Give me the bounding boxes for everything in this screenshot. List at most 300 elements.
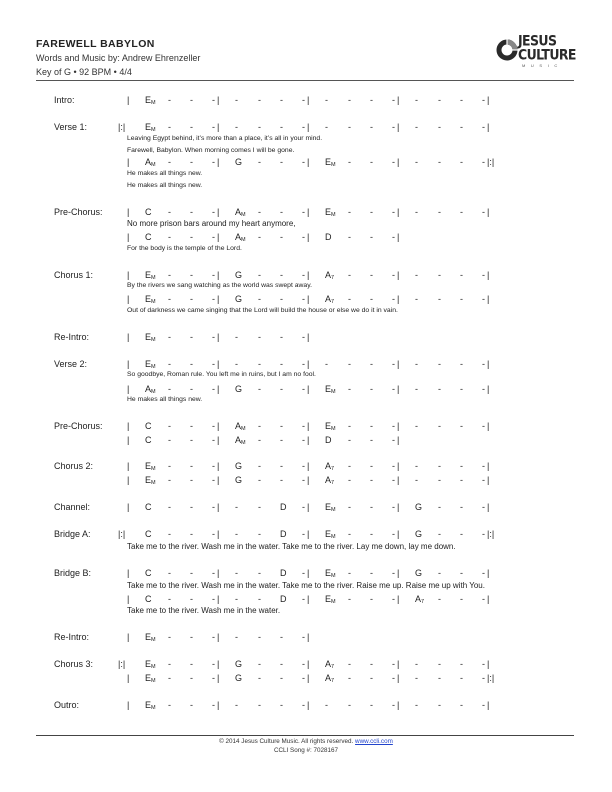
beat-dash: - [235, 359, 238, 369]
bar-line: | [487, 421, 490, 431]
beat-dash: - [302, 294, 305, 304]
beat-dash: - [460, 359, 463, 369]
beat-dash: - [190, 157, 193, 167]
beat-dash: - [348, 122, 351, 132]
beat-dash: - [460, 659, 463, 669]
beat-dash: - [168, 421, 171, 431]
beat-dash: - [190, 359, 193, 369]
chord-row [0, 270, 612, 282]
beat-dash: - [212, 568, 215, 578]
bar-line: | [397, 568, 400, 578]
ccli-link[interactable]: www.ccli.com [355, 738, 393, 745]
song-title: FAREWELL BABYLON [36, 38, 155, 50]
beat-dash: - [460, 95, 463, 105]
beat-dash: - [302, 270, 305, 280]
beat-dash: - [415, 659, 418, 669]
beat-dash: - [280, 475, 283, 485]
bar-line: | [397, 95, 400, 105]
beat-dash: - [392, 384, 395, 394]
beat-dash: - [415, 207, 418, 217]
beat-dash: - [392, 122, 395, 132]
bar-line: | [127, 568, 130, 578]
section-label: Chorus 1: [54, 270, 94, 280]
chord-symbol: D [325, 232, 332, 242]
logo-line-2: CULTURE [518, 45, 576, 63]
section-label: Re-Intro: [54, 332, 90, 342]
bar-line: | [307, 294, 310, 304]
chord-symbol: D [280, 529, 287, 539]
beat-dash: - [392, 461, 395, 471]
bar-line: | [397, 207, 400, 217]
bar-line: | [307, 359, 310, 369]
repeat-end-bar: |:| [487, 673, 495, 683]
ccli-song-number: CCLI Song #: 7028167 [273, 747, 339, 754]
song-meta: Key of G • 92 BPM • 4/4 [36, 67, 132, 77]
bar-line: | [127, 294, 130, 304]
song-credits: Words and Music by: Andrew Ehrenzeller [36, 53, 201, 63]
bar-line: | [127, 232, 130, 242]
repeat-end-bar: |:| [487, 529, 495, 539]
chord-row [0, 461, 612, 473]
chord-symbol: $E_M$ [145, 122, 156, 133]
chord-row [0, 594, 612, 606]
chord-symbol: D [325, 435, 332, 445]
beat-dash: - [460, 461, 463, 471]
beat-dash: - [370, 232, 373, 242]
repeat-start-bar: |:| [118, 122, 126, 132]
beat-dash: - [482, 475, 485, 485]
beat-dash: - [415, 461, 418, 471]
chord-symbol: $E_M$ [145, 475, 156, 486]
beat-dash: - [190, 435, 193, 445]
beat-dash: - [190, 673, 193, 683]
beat-dash: - [482, 502, 485, 512]
beat-dash: - [392, 294, 395, 304]
beat-dash: - [302, 659, 305, 669]
beat-dash: - [258, 122, 261, 132]
beat-dash: - [348, 502, 351, 512]
beat-dash: - [415, 359, 418, 369]
beat-dash: - [348, 294, 351, 304]
section-label: Verse 1: [54, 122, 88, 132]
beat-dash: - [212, 632, 215, 642]
beat-dash: - [370, 421, 373, 431]
chord-row [0, 157, 612, 169]
beat-dash: - [392, 232, 395, 242]
chord-symbol: G [235, 294, 243, 304]
logo-line-1: JESUS [518, 31, 557, 49]
beat-dash: - [392, 700, 395, 710]
logo-music-text: MUSIC [522, 63, 563, 68]
bar-line: | [307, 659, 310, 669]
beat-dash: - [258, 270, 261, 280]
beat-dash: - [460, 700, 463, 710]
beat-dash: - [190, 95, 193, 105]
beat-dash: - [482, 270, 485, 280]
beat-dash: - [348, 95, 351, 105]
beat-dash: - [348, 270, 351, 280]
beat-dash: - [190, 700, 193, 710]
beat-dash: - [392, 207, 395, 217]
beat-dash: - [212, 529, 215, 539]
repeat-start-bar: |:| [118, 659, 126, 669]
beat-dash: - [438, 475, 441, 485]
logo-wordmark [518, 31, 576, 63]
beat-dash: - [190, 421, 193, 431]
beat-dash: - [415, 157, 418, 167]
bar-line: | [397, 421, 400, 431]
beat-dash: - [258, 157, 261, 167]
beat-dash: - [190, 475, 193, 485]
beat-dash: - [415, 122, 418, 132]
chord-row [0, 95, 612, 107]
beat-dash: - [482, 157, 485, 167]
song-header [36, 37, 576, 79]
beat-dash: - [460, 270, 463, 280]
chord-symbol: C [145, 207, 152, 217]
beat-dash: - [190, 384, 193, 394]
beat-dash: - [168, 475, 171, 485]
beat-dash: - [235, 332, 238, 342]
bar-line: | [217, 332, 220, 342]
beat-dash: - [190, 568, 193, 578]
beat-dash: - [302, 502, 305, 512]
bar-line: | [397, 659, 400, 669]
beat-dash: - [212, 232, 215, 242]
chord-symbol: $E_M$ [145, 632, 156, 643]
lyric-line: Take me to the river. Wash me in the water. Take me to the river. Raise me up. Raise me up with You. [127, 581, 485, 590]
chord-symbol: $A_7$ [325, 270, 335, 281]
beat-dash: - [438, 207, 441, 217]
chord-symbol: $E_M$ [145, 359, 156, 370]
beat-dash: - [392, 421, 395, 431]
bar-line: | [397, 461, 400, 471]
chord-symbol: $E_M$ [145, 270, 156, 281]
beat-dash: - [212, 294, 215, 304]
beat-dash: - [370, 594, 373, 604]
beat-dash: - [168, 157, 171, 167]
bar-line: | [217, 568, 220, 578]
beat-dash: - [258, 632, 261, 642]
beat-dash: - [258, 95, 261, 105]
beat-dash: - [302, 157, 305, 167]
bar-line: | [487, 294, 490, 304]
section-label: Bridge A: [54, 529, 91, 539]
beat-dash: - [302, 461, 305, 471]
bar-line: | [127, 475, 130, 485]
chord-symbol: D [280, 594, 287, 604]
beat-dash: - [348, 568, 351, 578]
beat-dash: - [235, 632, 238, 642]
beat-dash: - [302, 475, 305, 485]
chord-row [0, 659, 612, 671]
beat-dash: - [190, 632, 193, 642]
bar-line: | [397, 502, 400, 512]
repeat-end-bar: |:| [487, 157, 495, 167]
chord-row [0, 122, 612, 134]
beat-dash: - [302, 673, 305, 683]
beat-dash: - [392, 568, 395, 578]
beat-dash: - [302, 594, 305, 604]
chord-row [0, 232, 612, 244]
beat-dash: - [415, 384, 418, 394]
beat-dash: - [235, 700, 238, 710]
bar-line: | [487, 502, 490, 512]
beat-dash: - [168, 95, 171, 105]
bar-line: | [127, 359, 130, 369]
beat-dash: - [302, 232, 305, 242]
footer-copyright-line [0, 738, 612, 745]
beat-dash: - [392, 529, 395, 539]
beat-dash: - [212, 435, 215, 445]
bar-line: | [487, 384, 490, 394]
beat-dash: - [280, 359, 283, 369]
bar-line: | [397, 294, 400, 304]
beat-dash: - [190, 207, 193, 217]
beat-dash: - [280, 659, 283, 669]
beat-dash: - [325, 700, 328, 710]
beat-dash: - [168, 502, 171, 512]
bar-line: | [127, 332, 130, 342]
beat-dash: - [235, 594, 238, 604]
beat-dash: - [212, 700, 215, 710]
bar-line: | [307, 95, 310, 105]
lyric-line: He makes all things new. [127, 396, 203, 403]
beat-dash: - [212, 207, 215, 217]
beat-dash: - [415, 270, 418, 280]
beat-dash: - [212, 359, 215, 369]
bar-line: | [127, 384, 130, 394]
beat-dash: - [212, 332, 215, 342]
beat-dash: - [168, 568, 171, 578]
beat-dash: - [168, 700, 171, 710]
bar-line: | [217, 157, 220, 167]
bar-line: | [397, 594, 400, 604]
beat-dash: - [280, 332, 283, 342]
chord-symbol: $A_7$ [325, 659, 335, 670]
bar-line: | [307, 122, 310, 132]
beat-dash: - [280, 270, 283, 280]
beat-dash: - [280, 294, 283, 304]
beat-dash: - [258, 207, 261, 217]
bar-line: | [487, 568, 490, 578]
bar-line: | [217, 632, 220, 642]
bar-line: | [487, 359, 490, 369]
bar-line: | [307, 461, 310, 471]
beat-dash: - [348, 700, 351, 710]
beat-dash: - [280, 461, 283, 471]
beat-dash: - [325, 359, 328, 369]
beat-dash: - [370, 700, 373, 710]
beat-dash: - [348, 421, 351, 431]
bar-line: | [127, 207, 130, 217]
beat-dash: - [258, 700, 261, 710]
beat-dash: - [212, 270, 215, 280]
beat-dash: - [302, 207, 305, 217]
beat-dash: - [370, 673, 373, 683]
beat-dash: - [190, 594, 193, 604]
chord-symbol: C [145, 594, 152, 604]
chord-symbol: G [235, 157, 243, 167]
beat-dash: - [212, 157, 215, 167]
bar-line: | [217, 270, 220, 280]
beat-dash: - [370, 294, 373, 304]
beat-dash: - [482, 594, 485, 604]
chord-symbol: $E_M$ [325, 207, 336, 218]
chord-row [0, 294, 612, 306]
beat-dash: - [438, 461, 441, 471]
bar-line: | [397, 529, 400, 539]
beat-dash: - [392, 502, 395, 512]
beat-dash: - [235, 95, 238, 105]
beat-dash: - [438, 529, 441, 539]
chord-symbol: $A_M$ [235, 421, 246, 432]
beat-dash: - [482, 568, 485, 578]
beat-dash: - [168, 332, 171, 342]
beat-dash: - [438, 568, 441, 578]
beat-dash: - [212, 502, 215, 512]
chord-symbol: $E_M$ [145, 673, 156, 684]
lyric-line: He makes all things new. [127, 170, 203, 177]
beat-dash: - [325, 95, 328, 105]
bar-line: | [487, 475, 490, 485]
section-label: Re-Intro: [54, 632, 90, 642]
lyric-line: By the rivers we sang watching as the world was swept away. [127, 282, 312, 289]
chord-symbol: $E_M$ [145, 461, 156, 472]
beat-dash: - [482, 359, 485, 369]
beat-dash: - [212, 461, 215, 471]
bar-line: | [397, 122, 400, 132]
chord-symbol: G [235, 270, 243, 280]
bar-line: | [487, 700, 490, 710]
beat-dash: - [348, 475, 351, 485]
bar-line: | [217, 594, 220, 604]
bar-line: | [127, 632, 130, 642]
beat-dash: - [348, 232, 351, 242]
beat-dash: - [438, 270, 441, 280]
bar-line: | [397, 157, 400, 167]
chord-row [0, 384, 612, 396]
lyric-line: Leaving Egypt behind, it’s more than a place, it’s all in your mind. [127, 135, 323, 142]
beat-dash: - [325, 122, 328, 132]
beat-dash: - [168, 673, 171, 683]
beat-dash: - [415, 700, 418, 710]
bar-line: | [217, 421, 220, 431]
bar-line: | [487, 461, 490, 471]
section-label: Chorus 3: [54, 659, 94, 669]
beat-dash: - [482, 207, 485, 217]
beat-dash: - [392, 95, 395, 105]
beat-dash: - [370, 270, 373, 280]
beat-dash: - [280, 207, 283, 217]
chord-row [0, 332, 612, 344]
chord-symbol: $A_M$ [145, 157, 156, 168]
chord-symbol: C [145, 529, 152, 539]
beat-dash: - [348, 384, 351, 394]
chord-symbol: $E_M$ [325, 594, 336, 605]
chord-row [0, 475, 612, 487]
beat-dash: - [460, 122, 463, 132]
chord-symbol: D [280, 568, 287, 578]
beat-dash: - [348, 594, 351, 604]
chord-symbol: $E_M$ [325, 421, 336, 432]
lyric-line: Take me to the river. Wash me in the water. [127, 606, 281, 615]
chord-symbol: C [145, 232, 152, 242]
bar-line: | [397, 384, 400, 394]
bar-line: | [487, 122, 490, 132]
lyric-line: Out of darkness we came singing that the Lord will build the house or else we do it in vain. [127, 307, 398, 314]
beat-dash: - [460, 294, 463, 304]
bar-line: | [217, 502, 220, 512]
bar-line: | [487, 270, 490, 280]
chord-row [0, 529, 612, 541]
beat-dash: - [168, 659, 171, 669]
bar-line: | [127, 270, 130, 280]
beat-dash: - [280, 157, 283, 167]
bar-line: | [397, 435, 400, 445]
beat-dash: - [280, 122, 283, 132]
beat-dash: - [302, 384, 305, 394]
beat-dash: - [258, 421, 261, 431]
chord-symbol: $A_M$ [235, 435, 246, 446]
beat-dash: - [235, 568, 238, 578]
chord-symbol: G [415, 502, 423, 512]
chord-symbol: G [415, 529, 423, 539]
beat-dash: - [482, 700, 485, 710]
beat-dash: - [460, 594, 463, 604]
bar-line: | [127, 700, 130, 710]
beat-dash: - [168, 122, 171, 132]
beat-dash: - [482, 421, 485, 431]
bar-line: | [397, 232, 400, 242]
beat-dash: - [258, 435, 261, 445]
beat-dash: - [482, 659, 485, 669]
beat-dash: - [370, 568, 373, 578]
beat-dash: - [482, 122, 485, 132]
section-label: Bridge B: [54, 568, 92, 578]
bar-line: | [217, 95, 220, 105]
beat-dash: - [438, 157, 441, 167]
beat-dash: - [258, 659, 261, 669]
lyric-line: He makes all things new. [127, 182, 203, 189]
chord-symbol: $A_M$ [145, 384, 156, 395]
chord-symbol: $E_M$ [145, 95, 156, 106]
bar-line: | [307, 157, 310, 167]
beat-dash: - [415, 294, 418, 304]
chord-symbol: $E_M$ [145, 700, 156, 711]
bar-line: | [217, 207, 220, 217]
bar-line: | [307, 529, 310, 539]
bar-line: | [217, 700, 220, 710]
beat-dash: - [280, 232, 283, 242]
beat-dash: - [460, 475, 463, 485]
beat-dash: - [168, 435, 171, 445]
beat-dash: - [370, 435, 373, 445]
bar-line: | [217, 232, 220, 242]
beat-dash: - [212, 384, 215, 394]
beat-dash: - [348, 659, 351, 669]
bar-line: | [127, 461, 130, 471]
section-label: Pre-Chorus: [54, 207, 103, 217]
bar-line: | [217, 461, 220, 471]
beat-dash: - [212, 122, 215, 132]
chord-symbol: C [145, 502, 152, 512]
chord-symbol: C [145, 421, 152, 431]
bar-line: | [307, 632, 310, 642]
bar-line: | [217, 673, 220, 683]
beat-dash: - [438, 421, 441, 431]
bar-line: | [217, 529, 220, 539]
